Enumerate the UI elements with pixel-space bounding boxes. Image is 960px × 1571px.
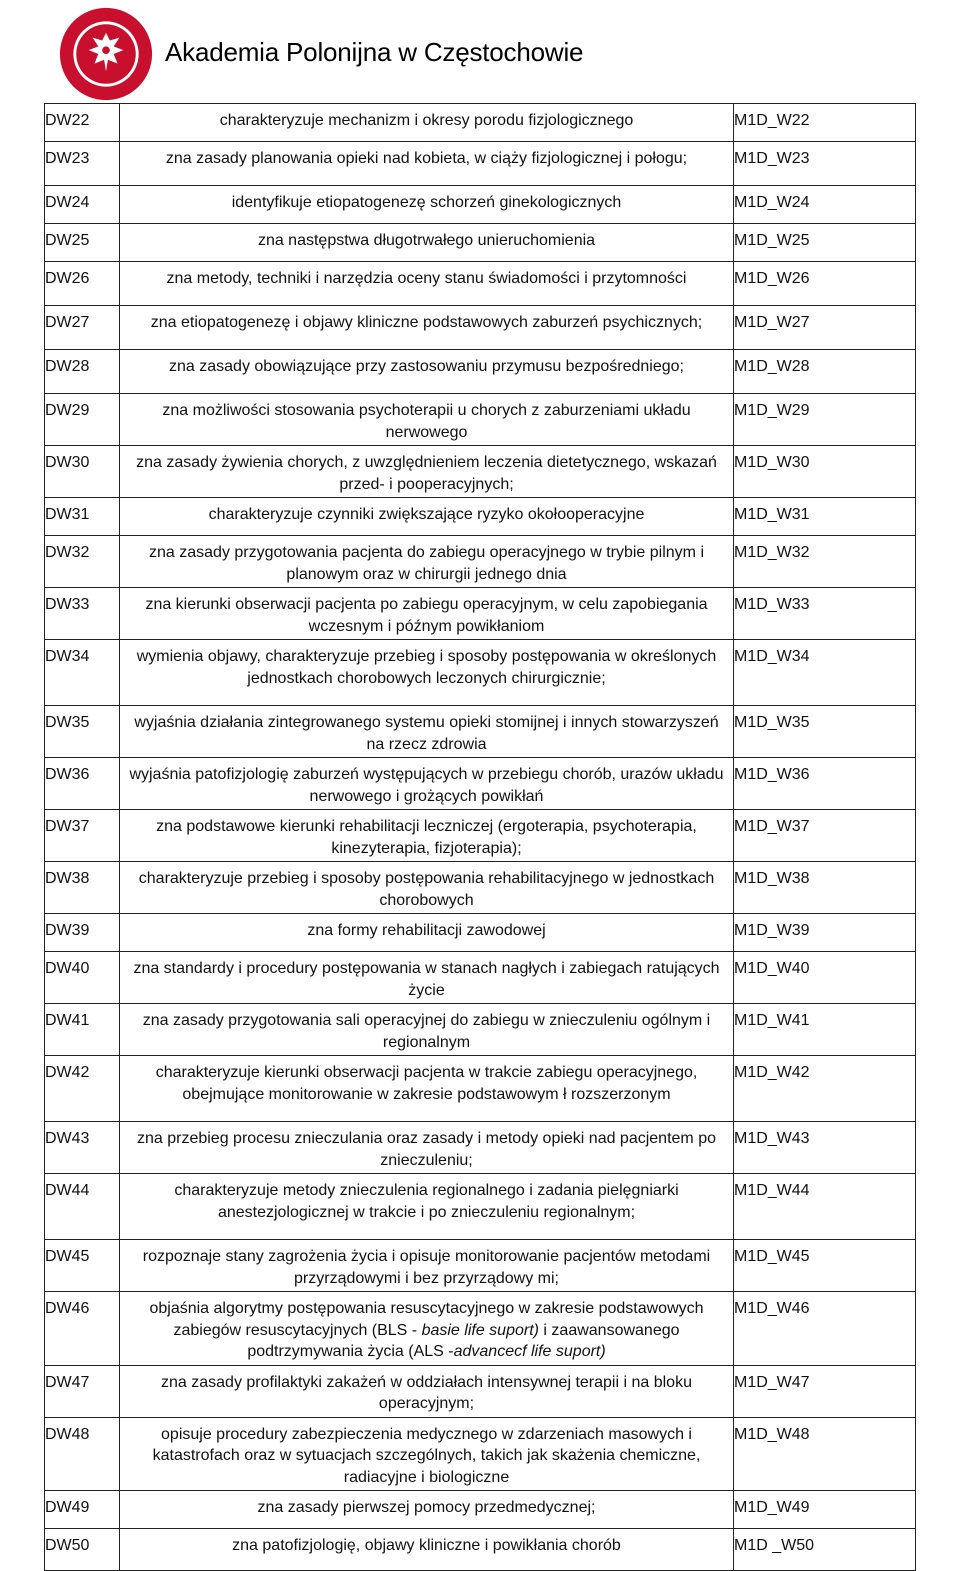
- outcome-description: zna przebieg procesu znieczulania oraz zasady i metody opieki nad pacjentem po znieczuleniu;: [136, 1130, 716, 1169]
- table-row: [45, 1491, 916, 1529]
- outcome-description: [120, 1292, 733, 1365]
- outcome-code: DW39: [45, 922, 90, 939]
- reference-code: M1D_W29: [734, 402, 810, 419]
- reference-code-cell: [734, 1174, 916, 1240]
- reference-code-cell: [734, 536, 916, 588]
- outcome-description-cell: [120, 640, 734, 706]
- outcome-description: zna zasady pierwszej pomocy przedmedycznej;: [257, 1499, 596, 1516]
- outcome-description-cell: [120, 498, 734, 536]
- reference-code-cell: [734, 498, 916, 536]
- outcome-code-cell: [45, 810, 120, 862]
- table-row: [45, 1417, 916, 1491]
- outcome-description: wyjaśnia działania zintegrowanego systemu opieki stomijnej i innych stowarzyszeń na rzecz zdrowia: [134, 714, 719, 753]
- outcome-description: zna etiopatogenezę i objawy kliniczne podstawowych zaburzeń psychicznych;: [150, 314, 703, 331]
- outcome-code-cell: [45, 498, 120, 536]
- outcome-code-cell: [45, 1292, 120, 1366]
- table-row: [45, 498, 916, 536]
- outcome-code: DW22: [45, 112, 90, 129]
- outcome-description: charakteryzuje metody znieczulenia regionalnego i zadania pielęgniarki anestezjologicznej w trakcie i po znieczuleniu regionalnym;: [174, 1182, 679, 1221]
- table-row: [45, 810, 916, 862]
- outcome-code-cell: [45, 1004, 120, 1056]
- reference-code-cell: [734, 1122, 916, 1174]
- table-row: [45, 640, 916, 706]
- reference-code-cell: [734, 1056, 916, 1122]
- outcome-description: zna możliwości stosowania psychoterapii u chorych z zaburzeniami układu nerwowego: [162, 402, 691, 441]
- outcome-description-cell: [120, 1122, 734, 1174]
- table-row: [45, 1056, 916, 1122]
- outcome-code: DW50: [45, 1537, 90, 1554]
- reference-code-cell: [734, 142, 916, 186]
- reference-code-cell: [734, 1417, 916, 1491]
- outcome-description-cell: [120, 1240, 734, 1292]
- table-row: [45, 536, 916, 588]
- outcome-description: wymienia objawy, charakteryzuje przebieg i sposoby postępowania w określonych jednostkach chorobowych leczonych chirurgicznie;: [136, 648, 717, 687]
- page-header: [0, 0, 960, 100]
- reference-code: M1D_W48: [734, 1425, 810, 1443]
- reference-code-cell: [734, 706, 916, 758]
- outcome-description-cell: [120, 104, 734, 142]
- outcome-code-cell: [45, 914, 120, 952]
- outcome-code-cell: [45, 536, 120, 588]
- reference-code-cell: [734, 1240, 916, 1292]
- outcome-description-cell: [120, 952, 734, 1004]
- outcome-description: zna standardy i procedury postępowania w stanach nagłych i zabiegach ratujących życie: [133, 960, 720, 999]
- description-part: i zaawansowanego podtrzymywania życia (ALS -: [247, 1321, 680, 1360]
- outcome-code: DW37: [45, 818, 90, 835]
- outcome-description-cell: [120, 588, 734, 640]
- reference-code: M1D_W38: [734, 870, 810, 887]
- outcome-code-cell: [45, 262, 120, 306]
- outcome-code: DW30: [45, 454, 90, 471]
- outcome-description: zna zasady obowiązujące przy zastosowaniu przymusu bezpośredniego;: [169, 358, 684, 375]
- outcome-description-cell: [120, 262, 734, 306]
- reference-code-cell: [734, 588, 916, 640]
- reference-code-cell: [734, 446, 916, 498]
- outcome-description: zna formy rehabilitacji zawodowej: [307, 922, 546, 939]
- outcome-description: opisuje procedury zabezpieczenia medycznego w zdarzeniach masowych i katastrofach oraz w sytuacjach szczególnych, takich jak skażenia chemiczne, radiacyjne i biologiczne: [152, 1425, 701, 1486]
- outcome-code-cell: [45, 758, 120, 810]
- outcome-code-cell: [45, 952, 120, 1004]
- outcome-description: zna metody, techniki i narzędzia oceny stanu świadomości i przytomności: [166, 270, 687, 287]
- reference-code: M1D_W44: [734, 1182, 810, 1199]
- outcome-code-cell: [45, 862, 120, 914]
- outcome-code: DW46: [45, 1300, 90, 1317]
- reference-code: M1D_W32: [734, 544, 810, 561]
- reference-code: M1D_W34: [734, 648, 810, 665]
- reference-code: M1D_W46: [734, 1300, 810, 1317]
- table-row: [45, 446, 916, 498]
- outcome-code-cell: [45, 706, 120, 758]
- reference-code: M1D_W25: [734, 232, 810, 249]
- outcome-code: DW49: [45, 1499, 90, 1516]
- outcome-code: DW48: [45, 1425, 90, 1443]
- reference-code-cell: [734, 224, 916, 262]
- reference-code-cell: [734, 1292, 916, 1366]
- description-italic-part: advancecf life suport): [453, 1343, 606, 1360]
- table-row: [45, 394, 916, 446]
- outcome-description-cell: [120, 1004, 734, 1056]
- outcome-code-cell: [45, 350, 120, 394]
- outcome-code: DW43: [45, 1130, 90, 1147]
- outcome-description: zna zasady planowania opieki nad kobieta, w ciąży fizjologicznej i połogu;: [165, 150, 688, 167]
- table-row: [45, 186, 916, 224]
- table-row: [45, 306, 916, 350]
- outcome-code: DW31: [45, 506, 90, 523]
- outcome-code-cell: [45, 1417, 120, 1491]
- outcome-code-cell: [45, 446, 120, 498]
- outcome-description-cell: [120, 914, 734, 952]
- reference-code: M1D_W33: [734, 596, 810, 613]
- outcome-description: zna patofizjologię, objawy kliniczne i powikłania chorób: [232, 1537, 621, 1554]
- outcome-code: DW36: [45, 766, 90, 783]
- org-name: Akademia Polonijna w Częstochowie: [165, 37, 584, 67]
- reference-code: M1D_W45: [734, 1248, 810, 1265]
- table-row: [45, 706, 916, 758]
- reference-code-cell: [734, 186, 916, 224]
- outcome-code-cell: [45, 224, 120, 262]
- outcome-description-cell: [120, 394, 734, 446]
- reference-code: M1D_W39: [734, 922, 810, 939]
- outcome-description-cell: [120, 446, 734, 498]
- outcome-description-cell: [120, 306, 734, 350]
- reference-code: M1D_W47: [734, 1373, 810, 1391]
- outcome-code: DW33: [45, 596, 90, 613]
- reference-code-cell: [734, 1365, 916, 1417]
- outcome-code-cell: [45, 104, 120, 142]
- reference-code: M1D_W42: [734, 1064, 810, 1081]
- outcome-description: charakteryzuje czynniki zwiększające ryzyko okołooperacyjne: [208, 506, 645, 523]
- outcome-description: identyfikuje etiopatogenezę schorzeń ginekologicznych: [231, 194, 622, 211]
- table-row: [45, 1004, 916, 1056]
- description-part: objaśnia algorytmy postępowania resuscytacyjnego w zakresie podstawowych zabiegów resuscytacyjnych (BLS -: [149, 1300, 704, 1339]
- reference-code: M1D_W40: [734, 960, 810, 977]
- reference-code: M1D_W35: [734, 714, 810, 731]
- outcome-code-cell: [45, 142, 120, 186]
- table-row: [45, 1174, 916, 1240]
- outcome-description-cell: [120, 1365, 734, 1417]
- outcome-description-cell: [120, 810, 734, 862]
- reference-code-cell: [734, 810, 916, 862]
- reference-code: M1D_W27: [734, 314, 810, 331]
- outcome-code: DW29: [45, 402, 90, 419]
- table-row: [45, 350, 916, 394]
- outcome-description-cell: [120, 706, 734, 758]
- outcome-code: DW44: [45, 1182, 90, 1199]
- table-row: [45, 142, 916, 186]
- table-row: [45, 1240, 916, 1292]
- reference-code-cell: [734, 952, 916, 1004]
- outcome-code-cell: [45, 306, 120, 350]
- outcome-code: DW42: [45, 1064, 90, 1081]
- table-row: [45, 862, 916, 914]
- reference-code: M1D_W36: [734, 766, 810, 783]
- outcome-description-cell: [120, 224, 734, 262]
- outcome-description: charakteryzuje przebieg i sposoby postępowania rehabilitacyjnego w jednostkach chorobowych: [138, 870, 715, 909]
- reference-code-cell: [734, 862, 916, 914]
- outcome-description-cell: [120, 1491, 734, 1529]
- reference-code: M1D_W41: [734, 1012, 810, 1029]
- outcome-code: DW47: [45, 1373, 90, 1391]
- outcome-description-cell: [120, 186, 734, 224]
- outcome-code-cell: [45, 1122, 120, 1174]
- reference-code: M1D_W31: [734, 506, 810, 523]
- outcome-code: DW38: [45, 870, 90, 887]
- outcome-code: DW27: [45, 314, 90, 331]
- reference-code-cell: [734, 758, 916, 810]
- university-seal-icon: [58, 6, 154, 102]
- outcome-code-cell: [45, 1056, 120, 1122]
- outcome-description-cell: [120, 1417, 734, 1491]
- reference-code-cell: [734, 104, 916, 142]
- outcome-description-cell: [120, 758, 734, 810]
- outcome-description: zna zasady przygotowania sali operacyjnej do zabiegu w znieczuleniu ogólnym i regionalnym: [142, 1012, 711, 1051]
- reference-code-cell: [734, 1491, 916, 1529]
- reference-code-cell: [734, 1529, 916, 1571]
- outcome-description-cell: [120, 142, 734, 186]
- outcome-code-cell: [45, 1491, 120, 1529]
- outcome-description: charakteryzuje kierunki obserwacji pacjenta w trakcie zabiegu operacyjnego, obejmujące monitorowanie w zakresie podstawowym ł rozszerzonym: [155, 1064, 698, 1103]
- outcome-code-cell: [45, 1174, 120, 1240]
- reference-code: M1D_W49: [734, 1499, 810, 1516]
- outcome-description: zna zasady żywienia chorych, z uwzględnieniem leczenia dietetycznego, wskazań przed- i pooperacyjnych;: [136, 454, 717, 493]
- outcome-code: DW32: [45, 544, 90, 561]
- reference-code-cell: [734, 914, 916, 952]
- outcome-code-cell: [45, 186, 120, 224]
- outcome-description-cell: [120, 536, 734, 588]
- reference-code: M1D_W26: [734, 270, 810, 287]
- table-row: [45, 952, 916, 1004]
- outcome-code-cell: [45, 394, 120, 446]
- outcome-code: DW23: [45, 150, 90, 167]
- outcome-code: DW35: [45, 714, 90, 731]
- table-row: [45, 758, 916, 810]
- outcome-code: DW34: [45, 648, 90, 665]
- outcome-description: rozpoznaje stany zagrożenia życia i opisuje monitorowanie pacjentów metodami przyrządowymi i bez przyrządowy mi;: [142, 1248, 711, 1287]
- reference-code: M1D_W30: [734, 454, 810, 471]
- outcome-description: zna podstawowe kierunki rehabilitacji leczniczej (ergoterapia, psychoterapia, kinezyterapia, fizjoterapia);: [156, 818, 697, 857]
- table-row: [45, 104, 916, 142]
- outcome-code: DW28: [45, 358, 90, 375]
- outcome-code: DW25: [45, 232, 90, 249]
- outcome-description-cell: [120, 1529, 734, 1571]
- outcome-description-cell: [120, 350, 734, 394]
- reference-code-cell: [734, 350, 916, 394]
- table-row: [45, 914, 916, 952]
- reference-code-cell: [734, 394, 916, 446]
- reference-code: M1D_W24: [734, 194, 810, 211]
- reference-code: M1D_W23: [734, 150, 810, 167]
- outcome-code-cell: [45, 1240, 120, 1292]
- outcome-description: zna kierunki obserwacji pacjenta po zabiegu operacyjnym, w celu zapobiegania wczesnym i późnym powikłaniom: [145, 596, 708, 635]
- table-row: [45, 1365, 916, 1417]
- reference-code-cell: [734, 1004, 916, 1056]
- outcome-code: DW24: [45, 194, 90, 211]
- reference-code: M1D_W28: [734, 358, 810, 375]
- reference-code: M1D _W50: [734, 1537, 815, 1554]
- outcome-description: zna następstwa długotrwałego unieruchomienia: [257, 232, 596, 249]
- table-row: [45, 224, 916, 262]
- reference-code: M1D_W37: [734, 818, 810, 835]
- outcome-description: zna zasady profilaktyki zakażeń w oddziałach intensywnej terapii i na bloku operacyjnym;: [161, 1373, 692, 1412]
- reference-code-cell: [734, 640, 916, 706]
- outcome-description: charakteryzuje mechanizm i okresy porodu fizjologicznego: [219, 112, 634, 129]
- outcome-description-cell: [120, 1174, 734, 1240]
- reference-code: M1D_W22: [734, 112, 810, 129]
- outcome-code: DW40: [45, 960, 90, 977]
- reference-code: M1D_W43: [734, 1130, 810, 1147]
- outcome-code-cell: [45, 640, 120, 706]
- outcome-code-cell: [45, 1529, 120, 1571]
- table-row: [45, 1122, 916, 1174]
- outcome-description: wyjaśnia patofizjologię zaburzeń występujących w przebiegu chorób, urazów układu nerwowego i grożących powikłań: [129, 766, 724, 805]
- table-row: [45, 588, 916, 640]
- outcome-code: DW45: [45, 1248, 90, 1265]
- table-row: [45, 1292, 916, 1366]
- outcome-code: DW26: [45, 270, 90, 287]
- outcome-code-cell: [45, 588, 120, 640]
- outcome-description-cell: [120, 862, 734, 914]
- table-row: [45, 1529, 916, 1571]
- outcome-description-cell: [120, 1056, 734, 1122]
- reference-code-cell: [734, 262, 916, 306]
- description-italic-part: basie life suport): [421, 1321, 539, 1339]
- outcome-description-cell: [120, 1292, 734, 1366]
- table-row: [45, 262, 916, 306]
- learning-outcomes-table: [44, 103, 916, 1571]
- outcome-description: zna zasady przygotowania pacjenta do zabiegu operacyjnego w trybie pilnym i planowym oraz w chirurgii jednego dnia: [149, 544, 704, 583]
- outcome-code: DW41: [45, 1012, 90, 1029]
- outcome-code-cell: [45, 1365, 120, 1417]
- reference-code-cell: [734, 306, 916, 350]
